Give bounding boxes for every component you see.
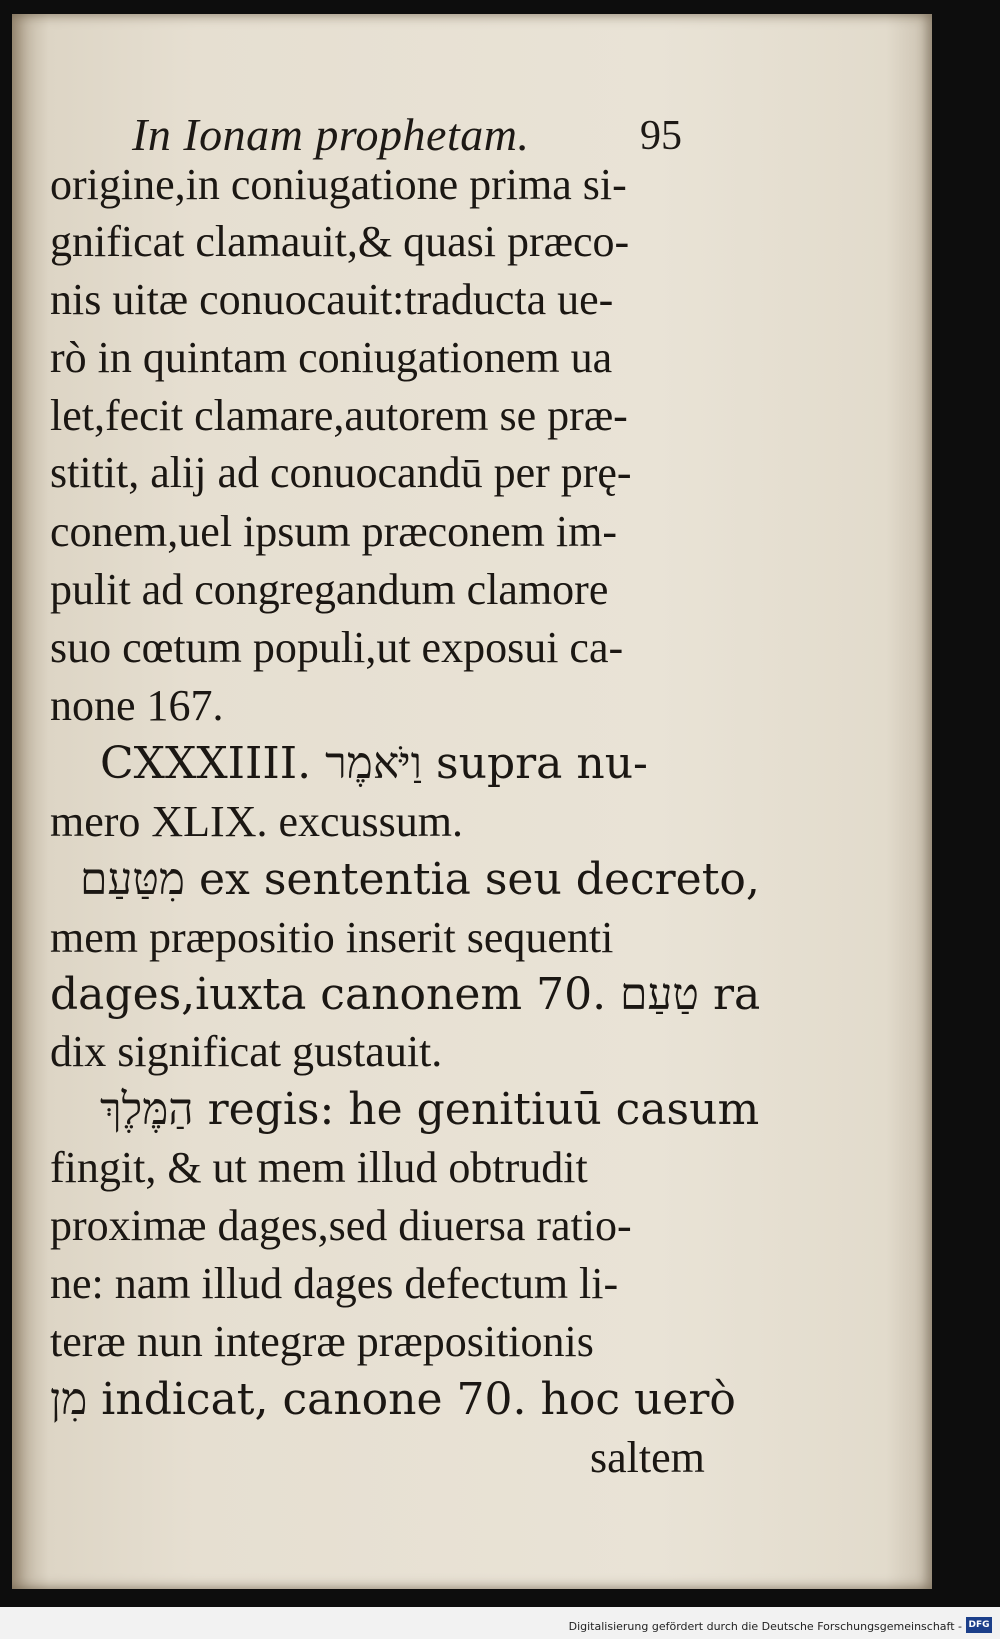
text-line: teræ nun integræ præpositionis — [50, 1317, 594, 1366]
text-line: CXXXIIII. וַיֹּאמֶר supra nu- — [100, 738, 648, 789]
text-line: suo cœtum populi,ut exposui ca- — [50, 623, 624, 672]
text-line: rò in quintam coniugationem ua — [50, 333, 613, 382]
text-line: מִן indicat, canone 70. hoc uerò — [50, 1374, 736, 1425]
text-line: הַמֶּלֶךְ regis: he genitiuū casum — [100, 1084, 760, 1135]
text-line: ne: nam illud dages defectum li- — [50, 1259, 619, 1308]
catchword: saltem — [590, 1433, 705, 1482]
dfg-logo: DFG — [966, 1617, 992, 1633]
funding-credit: Digitalisierung gefördert durch die Deutsche Forschungsgemeinschaft - — [568, 1620, 962, 1633]
page-number: 95 — [640, 113, 682, 159]
text-line: let,fecit clamare,autorem se præ- — [50, 391, 628, 440]
text-line: conem,uel ipsum præconem im- — [50, 507, 617, 556]
text-line: מִטַּעַם ex sententia seu decreto, — [80, 854, 760, 905]
text-line: pulit ad congregandum clamore — [50, 565, 609, 614]
text-line: mero XLIX. excussum. — [50, 797, 464, 846]
text-line: dix significat gustauit. — [50, 1027, 443, 1076]
text-line: gnificat clamauit,& quasi præco- — [50, 217, 630, 266]
text-line: stitit, alij ad conuocandū per prę- — [50, 448, 632, 497]
text-line: fingit, & ut mem illud obtrudit — [50, 1143, 588, 1192]
text-line: mem præpositio inserit sequenti — [50, 913, 614, 962]
text-line: proximæ dages,sed diuersa ratio- — [50, 1201, 632, 1250]
text-line: dages,iuxta canonem 70. טַעַם ra — [50, 969, 761, 1020]
text-line: none 167. — [50, 681, 224, 730]
text-line: nis uitæ conuocauit:traducta ue- — [50, 275, 614, 324]
running-title: In Ionam prophetam. — [132, 109, 530, 160]
text-line: origine,in coniugatione prima si- — [50, 160, 627, 209]
